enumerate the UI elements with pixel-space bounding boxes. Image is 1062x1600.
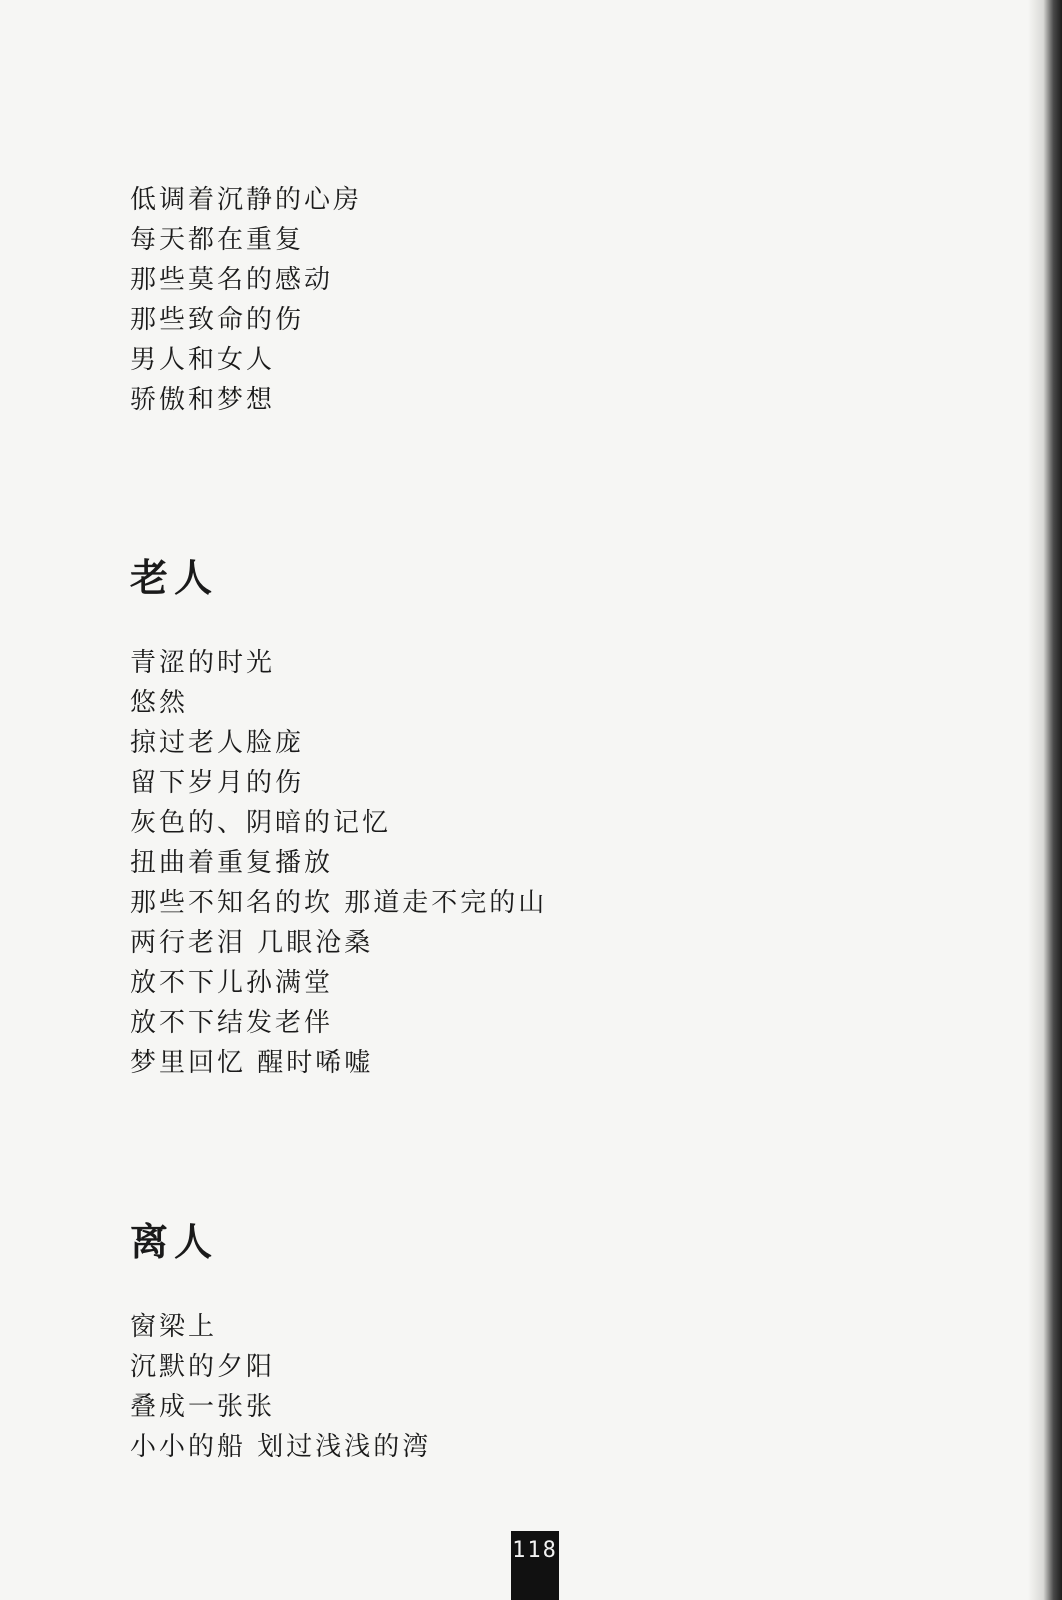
poem-liren	[130, 1307, 431, 1467]
poem-line: 低调着沉静的心房	[130, 185, 363, 215]
poem-line: 两行老泪 几眼沧桑	[130, 928, 374, 958]
poem-line: 扭曲着重复播放	[130, 848, 334, 878]
poem-line: 窗梁上	[130, 1312, 218, 1342]
poem-line: 那些致命的伤	[130, 305, 305, 335]
poem-title-liren: 离人	[130, 1220, 219, 1264]
poem-line: 梦里回忆 醒时唏嘘	[130, 1048, 374, 1078]
poem-line: 沉默的夕阳	[130, 1352, 276, 1382]
scanned-page-edge	[1028, 0, 1062, 1600]
poem-title-laoren: 老人	[130, 556, 219, 600]
page-number: 118	[511, 1531, 559, 1600]
poem-line: 放不下儿孙满堂	[130, 968, 334, 998]
poem-line: 青涩的时光	[130, 648, 276, 678]
poem-laoren	[130, 643, 547, 1083]
poem-line: 小小的船 划过浅浅的湾	[130, 1432, 432, 1462]
poem-line: 那些莫名的感动	[130, 265, 334, 295]
poem-line: 每天都在重复	[130, 225, 305, 255]
poem-line: 掠过老人脸庞	[130, 728, 305, 758]
poem-line: 悠然	[130, 688, 189, 718]
poem-line: 叠成一张张	[130, 1392, 276, 1422]
poem-line: 放不下结发老伴	[130, 1008, 334, 1038]
poem-line: 那些不知名的坎 那道走不完的山	[130, 888, 548, 918]
poem-line: 骄傲和梦想	[130, 385, 276, 415]
poem-line: 男人和女人	[130, 345, 276, 375]
poem-line: 留下岁月的伤	[130, 768, 305, 798]
poem1-continuation	[130, 180, 362, 420]
poem-line: 灰色的、阴暗的记忆	[130, 808, 392, 838]
